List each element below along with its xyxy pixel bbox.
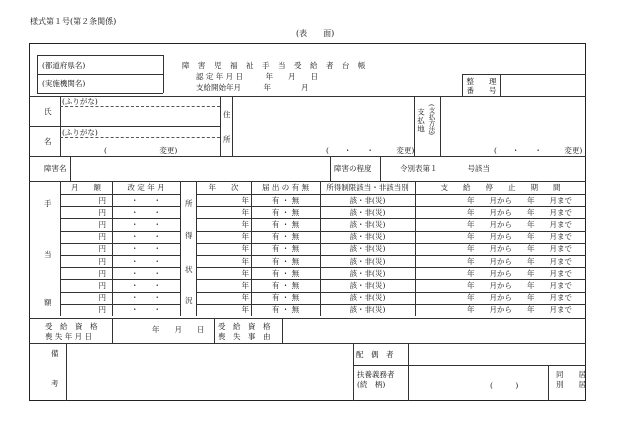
fiscal-year-cell: 年: [241, 281, 249, 290]
name-mid-line: [29, 126, 220, 127]
remarks-label-top: 備: [51, 349, 59, 358]
filing-cell: 有 ・ 無: [271, 269, 300, 278]
agency-box-bottom: [37, 93, 163, 94]
table-row-line: [196, 279, 586, 280]
cohabit-divider: [548, 365, 549, 401]
table-header-cell: 支 給 停 止 期 間: [440, 183, 561, 192]
lose-date-value-divider: [214, 318, 215, 343]
table-header-cell: 所得制限該当・非該当別: [326, 183, 409, 192]
name-label-top: 氏: [44, 107, 52, 116]
furigana-line-2: [60, 137, 220, 138]
disability-name-label: 障害名: [44, 164, 67, 173]
furigana-label-2: (ふりがな): [62, 128, 98, 137]
amount-cell: 円: [98, 196, 106, 205]
lose-reason-label-divider: [282, 318, 283, 343]
table-header-cell: 届 出 の 有 無: [261, 183, 310, 192]
header-divider: [29, 96, 586, 97]
income-limit-cell: 該・非(災): [349, 220, 386, 229]
suspension-period-cell: 年 月から 年 月まで: [467, 208, 572, 217]
suspension-period-cell: 年 月から 年 月まで: [467, 244, 572, 253]
income-vertical-label: 況: [185, 296, 193, 305]
payment-method-label: (支払方法): [427, 104, 436, 136]
suspension-period-cell: 年 月から 年 月まで: [467, 196, 572, 205]
filing-cell: 有 ・ 無: [271, 208, 300, 217]
filing-cell: 有 ・ 無: [271, 220, 300, 229]
serial-box-top: [462, 74, 586, 75]
payment-place-label: 支払地: [416, 108, 426, 134]
income-vertical-label: 得: [185, 231, 193, 240]
allowance-vertical-label: 額: [44, 298, 52, 307]
income-vertical-label: 所: [185, 199, 193, 208]
payment-change-note: ( ・ ・ 変更): [494, 146, 583, 155]
lose-date-label: 受 給 資 格 喪 失 年 月 日: [45, 322, 98, 341]
serial-box-divider: [500, 74, 501, 96]
payment-start-date: 支給開始年月 年 月: [196, 83, 309, 92]
fiscal-year-cell: 年: [241, 244, 249, 253]
ordinance-table-label: 令別表第１ 号該当: [400, 164, 490, 173]
ledger-title: 障 害 児 福 祉 手 当 受 給 者 台 帳: [182, 61, 366, 70]
revision-date-cell: ・ ・: [131, 232, 161, 241]
prefecture-label: (都道府県名): [42, 61, 86, 70]
allowance-vertical-label: 当: [44, 250, 52, 259]
table-row-line: [60, 231, 180, 232]
revision-date-cell: ・ ・: [131, 196, 161, 205]
furigana-label-1: (ふりがな): [62, 97, 98, 106]
filing-cell: 有 ・ 無: [271, 244, 300, 253]
table-row-line: [60, 279, 180, 280]
fiscal-year-cell: 年: [241, 196, 249, 205]
spouse-bottom-line: [353, 365, 586, 366]
filing-cell: 有 ・ 無: [271, 257, 300, 266]
revision-date-cell: ・ ・: [131, 220, 161, 229]
income-limit-cell: 該・非(災): [349, 257, 386, 266]
filing-cell: 有 ・ 無: [271, 293, 300, 302]
prefecture-box-bottom: [37, 74, 163, 75]
amount-cell: 円: [98, 244, 106, 253]
suspension-period-cell: 年 月から 年 月まで: [467, 281, 572, 290]
form-side-label: (表 面): [296, 29, 335, 38]
table-row-line: [60, 243, 180, 244]
prefecture-box-top: [37, 55, 163, 56]
spouse-left-divider: [353, 343, 354, 401]
furigana-line-1: [60, 106, 220, 107]
fiscal-year-cell: 年: [241, 305, 249, 314]
certification-date: 認 定 年 月 日 年 月 日: [196, 72, 319, 81]
fiscal-year-cell: 年: [241, 220, 249, 229]
table-header-cell: 改 定 年 月: [127, 183, 165, 192]
table-row-line: [196, 218, 586, 219]
table-row-line: [60, 218, 180, 219]
lose-reason-label: 受 給 資 格 喪 失 事 由: [218, 322, 271, 341]
income-limit-cell: 該・非(災): [349, 244, 386, 253]
filing-cell: 有 ・ 無: [271, 196, 300, 205]
cohabit-label: 同 居 別 居: [556, 370, 586, 389]
prefecture-box-right: [163, 55, 164, 93]
revision-date-cell: ・ ・: [131, 293, 161, 302]
form-number: 様式第１号(第２条関係): [30, 17, 117, 26]
reason-divider: [29, 343, 586, 344]
table-column-line: [180, 181, 181, 316]
table-row-line: [60, 206, 180, 207]
disability-degree-divider: [330, 156, 331, 181]
revision-date-cell: ・ ・: [131, 269, 161, 278]
prefecture-box-left: [37, 55, 38, 93]
suspension-period-cell: 年 月から 年 月まで: [467, 220, 572, 229]
revision-date-cell: ・ ・: [131, 281, 161, 290]
table-row-line: [60, 292, 180, 293]
revision-date-cell: ・ ・: [131, 244, 161, 253]
amount-cell: 円: [98, 208, 106, 217]
filing-cell: 有 ・ 無: [271, 305, 300, 314]
income-limit-cell: 該・非(災): [349, 232, 386, 241]
supporter-relationship: ( ): [490, 381, 519, 390]
income-limit-cell: 該・非(災): [349, 281, 386, 290]
fiscal-year-cell: 年: [241, 293, 249, 302]
disability-label-divider: [70, 156, 71, 181]
income-vertical-label: 状: [185, 265, 193, 274]
fiscal-year-cell: 年: [241, 208, 249, 217]
table-row-line: [196, 206, 586, 207]
fiscal-year-cell: 年: [241, 269, 249, 278]
table-row-line: [60, 267, 180, 268]
serial-number-label: 整 理 番 号: [466, 77, 497, 95]
income-limit-cell: 該・非(災): [349, 293, 386, 302]
address-label-top: 住: [223, 110, 231, 119]
table-row-line: [196, 255, 586, 256]
allowance-vertical-label: 手: [44, 199, 52, 208]
name-label-bottom: 名: [44, 137, 52, 146]
address-label-divider: [232, 96, 233, 156]
name-address-divider: [220, 96, 221, 156]
lose-date-value: 年 月 日: [152, 325, 205, 334]
amount-cell: 円: [98, 269, 106, 278]
suspension-period-cell: 年 月から 年 月まで: [467, 305, 572, 314]
amount-cell: 円: [98, 293, 106, 302]
table-header-line: [60, 194, 180, 195]
spouse-label-divider: [408, 343, 409, 401]
revision-date-cell: ・ ・: [131, 208, 161, 217]
table-row-line: [60, 304, 180, 305]
table-header-cell: 年 次: [208, 183, 239, 192]
address-change-note: ( ・ ・ 変更): [326, 146, 415, 155]
income-limit-cell: 該・非(災): [349, 269, 386, 278]
address-label-bottom: 所: [223, 135, 231, 144]
amount-cell: 円: [98, 281, 106, 290]
income-limit-cell: 該・非(災): [349, 305, 386, 314]
person-divider: [29, 156, 586, 157]
agency-label: (実施機関名): [42, 79, 86, 88]
income-limit-cell: 該・非(災): [349, 196, 386, 205]
table-row-line: [60, 255, 180, 256]
income-limit-cell: 該・非(災): [349, 208, 386, 217]
amount-cell: 円: [98, 257, 106, 266]
spouse-label: 配 偶 者: [356, 350, 394, 359]
fiscal-year-cell: 年: [241, 232, 249, 241]
amount-cell: 円: [98, 232, 106, 241]
filing-cell: 有 ・ 無: [271, 232, 300, 241]
table-header-cell: 月 額: [71, 183, 101, 192]
remarks-label-divider: [66, 343, 67, 401]
suspension-period-cell: 年 月から 年 月まで: [467, 293, 572, 302]
suspension-period-cell: 年 月から 年 月まで: [467, 269, 572, 278]
revision-date-cell: ・ ・: [131, 257, 161, 266]
payment-label-divider: [440, 96, 441, 156]
lose-date-label-divider: [112, 318, 113, 343]
filing-cell: 有 ・ 無: [271, 281, 300, 290]
suspension-period-cell: 年 月から 年 月まで: [467, 232, 572, 241]
name-change-note: ( 変更): [104, 146, 178, 155]
amount-cell: 円: [98, 220, 106, 229]
amount-cell: 円: [98, 305, 106, 314]
disability-degree-label: 障害の程度: [334, 164, 372, 173]
fiscal-year-cell: 年: [241, 257, 249, 266]
disability-degree-label-divider: [380, 156, 381, 181]
remarks-label-bottom: 考: [51, 379, 59, 388]
suspension-period-cell: 年 月から 年 月まで: [467, 257, 572, 266]
table-row-line: [196, 267, 586, 268]
supporter-label: 扶養義務者 (続 柄): [357, 370, 395, 389]
revision-date-cell: ・ ・: [131, 305, 161, 314]
table-header-line: [196, 194, 586, 195]
